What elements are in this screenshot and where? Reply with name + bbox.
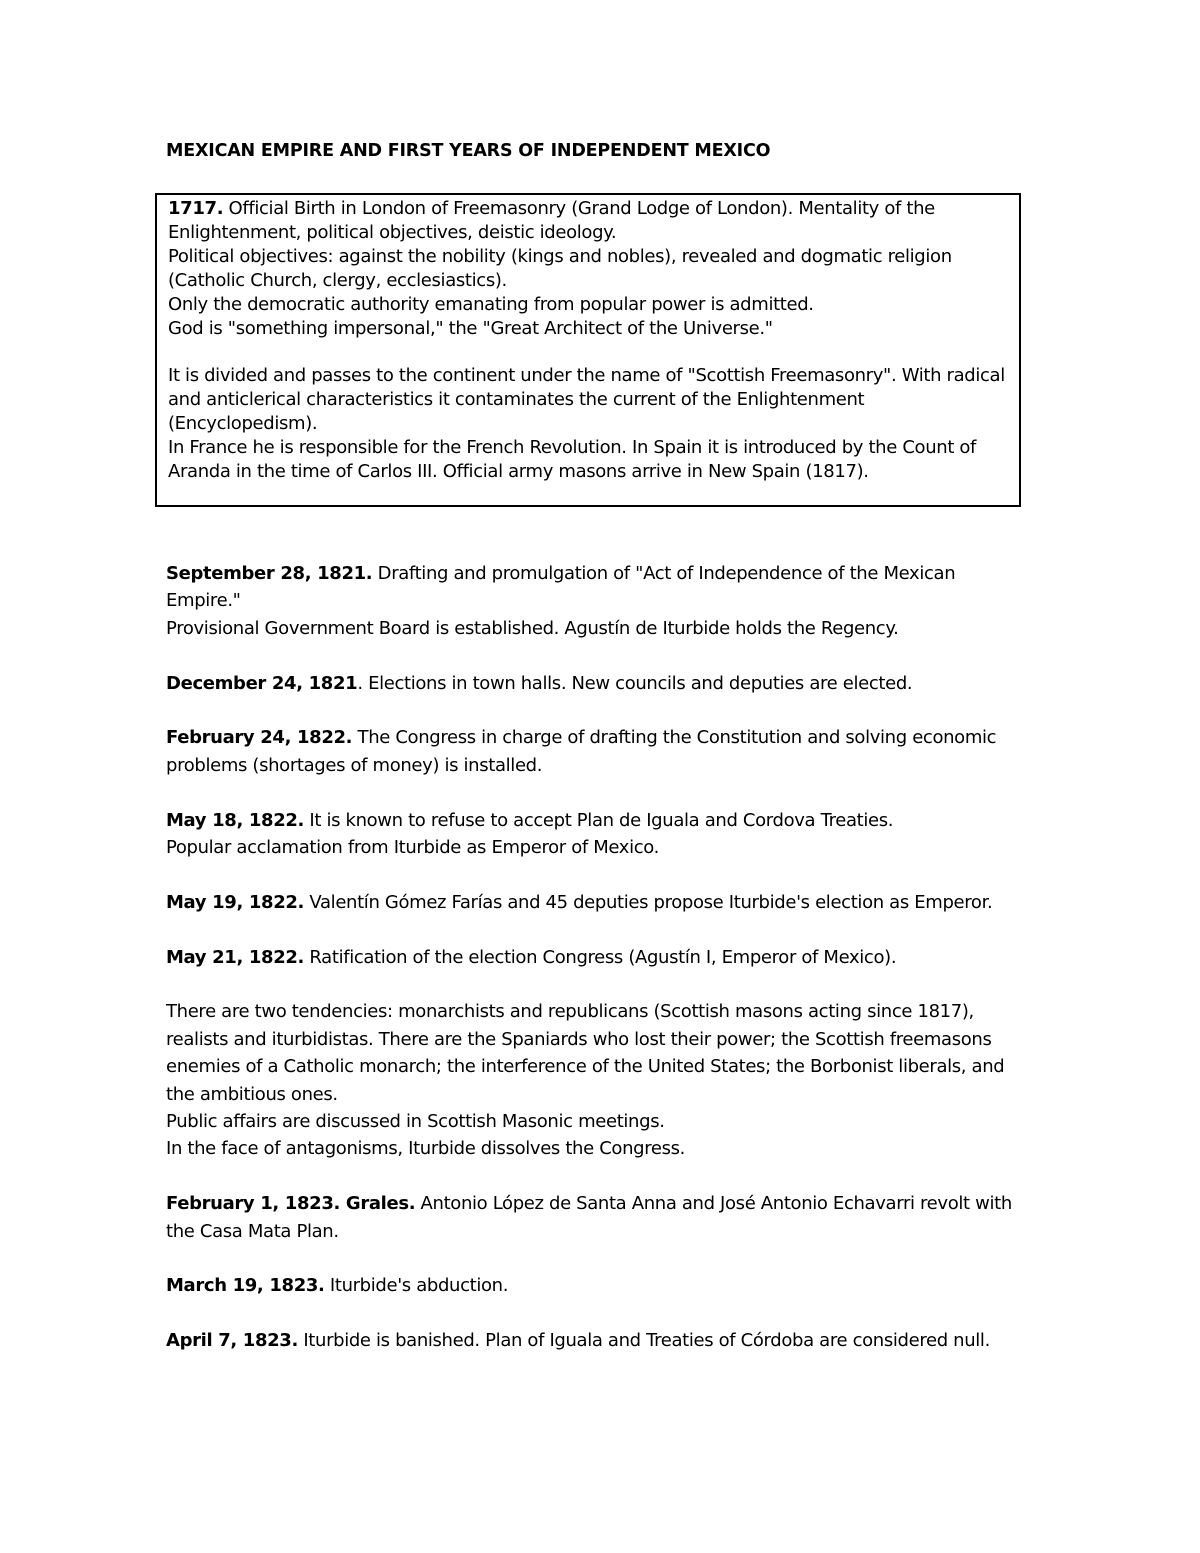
entry-text: Valentín Gómez Farías and 45 deputies propose Iturbide's election as Emperor. (304, 891, 993, 913)
entry-text: Iturbide is banished. Plan of Iguala and Treaties of Córdoba are considered null. (297, 1330, 990, 1352)
entry-date: April 7, 1823. (166, 1330, 298, 1352)
entry-text: Antonio López de Santa Anna and José Antonio Echavarri revolt with the Casa Mata Plan. (166, 1193, 1012, 1242)
timeline-entry (166, 1272, 1026, 1299)
box-paragraph-5: It is divided and passes to the continent under the name of "Scottish Freemasonry". With radical and anticlerical characteristics it contaminates the current of the Enlightenment (Encyclopedism). (168, 365, 1005, 435)
box-spacer (168, 340, 1009, 364)
box-paragraph-6: In France he is responsible for the French Revolution. In Spain it is introduced by the Count of Aranda in the time of Carlos III. Official army masons arrive in New Spain (1817). (168, 437, 977, 483)
entry-text: It is known to refuse to accept Plan de Iguala and Cordova Treaties. (304, 809, 894, 831)
box-year: 1717. (168, 198, 224, 219)
entry-text: There are two tendencies: monarchists and republicans (Scottish masons acting since 1817), realists and iturbidistas. There are the Spaniards who lost their power; the Scottish freemasons enemies of a Catholic monarch; the interference of the United States; the Borbonist liberals, and the ambitious ones. (166, 1001, 1005, 1105)
timeline-entry (166, 998, 1026, 1162)
entry-text: Public affairs are discussed in Scottish Masonic meetings. (166, 1111, 665, 1133)
timeline-entry (166, 670, 1026, 697)
box-paragraph-3: Only the democratic authority emanating from popular power is admitted. (168, 293, 814, 315)
entry-text: Ratification of the election Congress (Agustín I, Emperor of Mexico). (304, 946, 897, 968)
timeline-entry (166, 560, 1026, 642)
timeline-entry (166, 807, 1026, 862)
entry-date: May 18, 1822. (166, 809, 305, 831)
freemasonry-box (155, 193, 1021, 507)
entry-date: March 19, 1823. (166, 1275, 325, 1297)
timeline-entry (166, 1327, 1026, 1354)
entry-text: In the face of antagonisms, Iturbide dissolves the Congress. (166, 1138, 686, 1160)
entry-text: Iturbide's abduction. (324, 1275, 509, 1297)
entry-text: Popular acclamation from Iturbide as Emperor of Mexico. (166, 837, 660, 859)
entry-date: May 19, 1822. (166, 891, 305, 913)
timeline-entry (166, 724, 1026, 779)
timeline-entry (166, 944, 1026, 971)
entry-date: February 24, 1822. (166, 727, 353, 749)
box-paragraph-1 (168, 197, 1009, 245)
entry-text: Drafting and promulgation of "Act of Independence of the Mexican Empire." (166, 563, 956, 612)
box-paragraph-4: God is "something impersonal," the "Great Architect of the Universe." (168, 317, 773, 339)
box-paragraph-2: Political objectives: against the nobility (kings and nobles), revealed and dogmatic religion (Catholic Church, clergy, ecclesiastics). (168, 245, 952, 291)
entry-date: May 21, 1822. (166, 946, 305, 968)
box-text-1: Official Birth in London of Freemasonry (Grand Lodge of London). Mentality of the Enlightenment, political objectives, deistic ideology. (168, 198, 935, 243)
entry-date: December 24, 1821 (166, 672, 358, 694)
entry-text: The Congress in charge of drafting the Constitution and solving economic problems (shortages of money) is installed. (166, 727, 997, 776)
entry-text: . Elections in town halls. New councils and deputies are elected. (357, 672, 913, 694)
entry-date: February 1, 1823. Grales. (166, 1193, 416, 1215)
timeline-entry (166, 1190, 1026, 1245)
timeline-entry (166, 889, 1026, 916)
entry-text: Provisional Government Board is established. Agustín de Iturbide holds the Regency. (166, 617, 899, 639)
document-title: MEXICAN EMPIRE AND FIRST YEARS OF INDEPENDENT MEXICO (166, 141, 771, 161)
timeline-entries (166, 560, 1026, 1382)
entry-date: September 28, 1821. (166, 563, 373, 584)
